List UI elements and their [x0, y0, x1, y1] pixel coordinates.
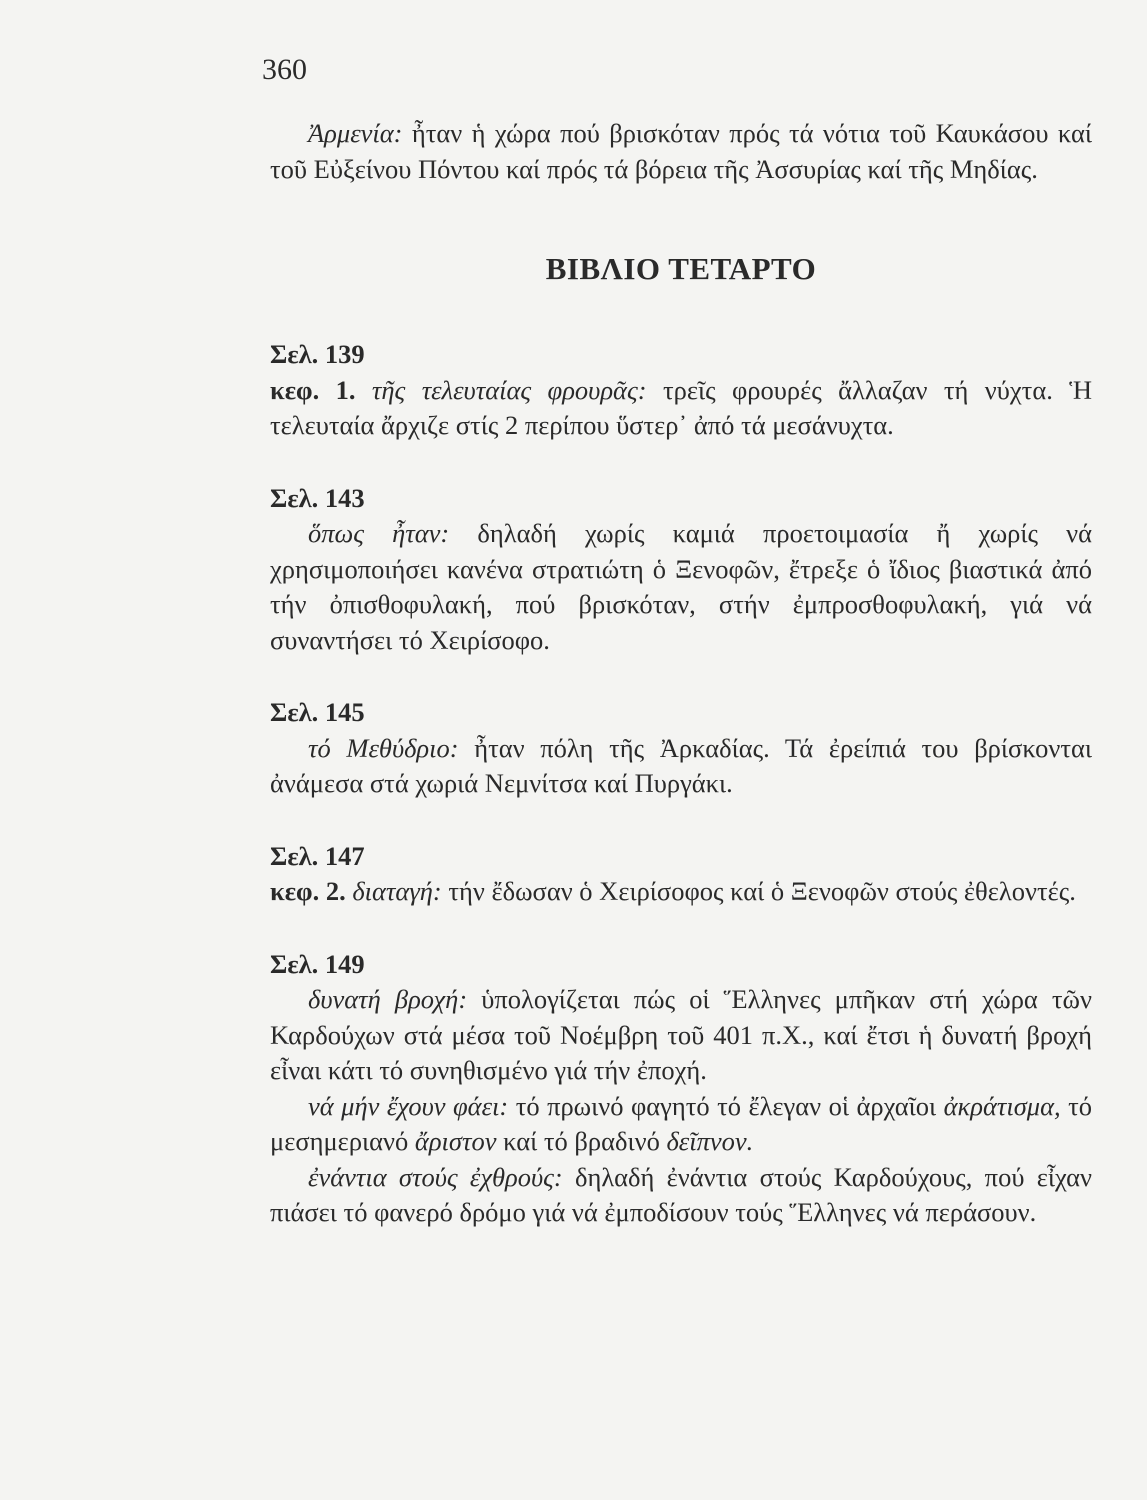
section-heading: Σελ. 145	[270, 697, 365, 727]
glossary-definition: καί τό βραδινό	[496, 1126, 660, 1156]
chapter-label: κεφ. 2.	[270, 876, 346, 906]
glossary-entry	[270, 373, 1092, 444]
glossary-term: δυνατή βροχή:	[308, 984, 468, 1014]
glossary-entry	[270, 1160, 1092, 1231]
glossary-term: ὅπως ἦταν:	[308, 518, 450, 548]
glossary-entry	[270, 874, 1092, 910]
page-text	[270, 116, 1092, 1231]
glossary-term: νά μήν ἔχουν φάει:	[308, 1090, 509, 1121]
glossary-definition: τρεῖς φρουρές ἄλλαζαν τή νύχτα. Ἡ τελευταία ἄρχιζε στίς 2 περίπου ὕστερ᾽ ἀπό τά μεσάνυχτα.	[270, 374, 1093, 440]
page-number: 360	[262, 53, 307, 86]
glossary-definition: ἦταν ἡ χώρα πού βρισκόταν πρός τά νότια τοῦ Καυκάσου καί τοῦ Εὐξείνου Πόντου καί πρός τά βόρεια τῆς Ἀσσυρίας καί τῆς Μηδίας.	[270, 118, 1092, 184]
section-heading: Σελ. 147	[270, 840, 365, 871]
section-heading: Σελ. 149	[270, 948, 365, 979]
chapter-label: κεφ. 1.	[270, 374, 356, 405]
glossary-term: Ἀρμενία:	[308, 118, 403, 148]
glossary-term: τῆς τελευταίας φρουρᾶς:	[371, 374, 647, 405]
intro-paragraph	[270, 116, 1092, 187]
glossary-term: ἐνάντια στούς ἐχθρούς:	[308, 1161, 563, 1192]
glossary-term: διαταγή:	[352, 876, 442, 906]
glossary-entry	[270, 982, 1092, 1089]
glossary-term: ἄριστον	[414, 1126, 497, 1156]
glossary-entry	[270, 731, 1092, 802]
glossary-definition: δηλαδή χωρίς καμιά προετοιμασία ἤ χωρίς νά χρησιμοποιήσει κανένα στρατιώτη ὁ Ξενοφῶν, ἔτρεξε ὁ ἴδιος βιαστικά ἀπό τήν ὀπισθοφυλακή, πού βρισκόταν, στήν ἐμπροσθοφυλακή, γιά νά συναντήσει τό Χειρίσοφο.	[270, 518, 1092, 655]
glossary-term: ἀκράτισμα,	[943, 1090, 1061, 1121]
glossary-definition: ἦταν πόλη τῆς Ἀρκαδίας. Τά ἐρείπιά του βρίσκονται ἀνάμεσα στά χωριά Νεμνίτσα καί Πυργάκι.	[270, 732, 1092, 798]
glossary-term: δεῖπνον.	[666, 1126, 754, 1156]
glossary-definition: δηλαδή ἐνάντια στούς Καρδούχους, πού εἶχαν πιάσει τό φανερό δρόμο γιά νά ἐμποδίσουν τούς Ἕλληνες νά περάσουν.	[270, 1161, 1093, 1227]
glossary-definition: τήν ἔδωσαν ὁ Χειρίσοφος καί ὁ Ξενοφῶν στούς ἐθελοντές.	[441, 876, 1076, 906]
section-heading: Σελ. 143	[270, 482, 365, 513]
glossary-entry	[270, 1089, 1092, 1160]
section-heading: Σελ. 139	[270, 339, 365, 369]
glossary-definition: ὑπολογίζεται πώς οἱ Ἕλληνες μπῆκαν στή χώρα τῶν Καρδούχων στά μέσα τοῦ Νοέμβρη τοῦ 401 π.Χ., καί ἔτσι ἡ δυνατή βροχή εἶναι κάτι τό συνηθισμένο γιά τήν ἐποχή.	[270, 984, 1092, 1085]
glossary-term: τό Μεθύδριο:	[308, 732, 459, 763]
glossary-definition: τό μεσημεριανό	[270, 1090, 1093, 1156]
book-title: ΒΙΒΛΙΟ ΤΕΤΑΡΤΟ	[545, 251, 817, 286]
glossary-entry	[270, 516, 1092, 658]
glossary-definition: τό πρωινό φαγητό τό ἔλεγαν οἱ ἀρχαῖοι	[508, 1090, 937, 1121]
